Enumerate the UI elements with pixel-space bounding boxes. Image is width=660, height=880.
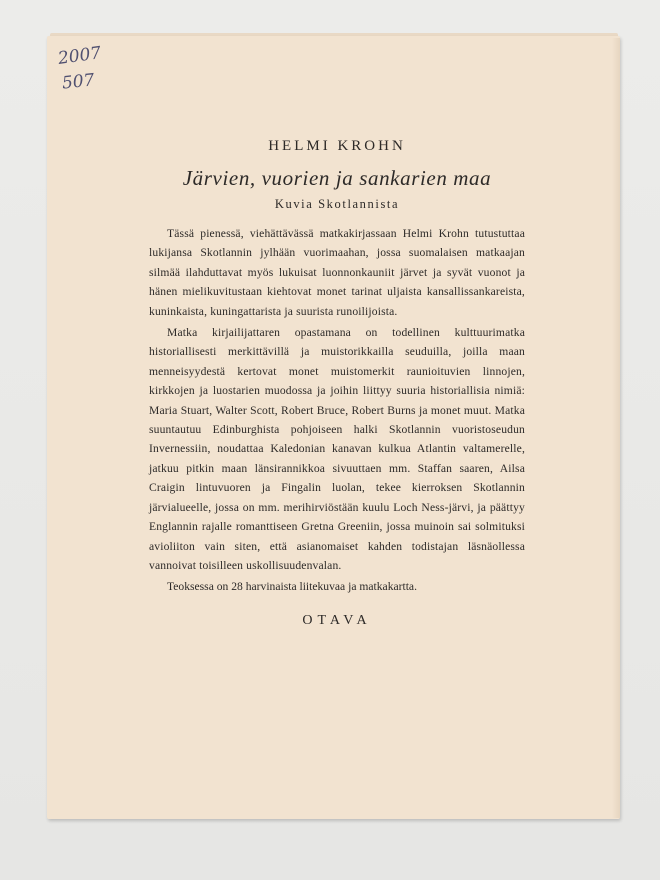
description-paragraph-2: Matka kirjailijattaren opastamana on todellinen kulttuurimatka historiallisesti merkittävillä ja muistorikkailla seuduilla, joilla maan menneisyydestä kertovat monet muistomerkit raunioituvien linnojen, kirkkojen ja luostarien muodossa ja joihin liittyy suuria historiallisia nimiä: Maria Stuart, Walter Scott, Robert Bruce, Robert Burns ja monet muut. Matka suuntautuu Edinburghista pohjoiseen halki Skotlannin vuoristoseudun Invernessiin, noudattaa Kaledonian kanavan kulkua Atlantin valtamerelle, jatkuu pitkin maan länsirannikkoa sivuuttaen mm. Staffan saaren, Ailsa Craigin lintuvuoren ja Fingalin luolan, tekee kierroksen Skotlannin järvialueelle, jossa on mm. merihirviöstään kuulu Loch Ness-järvi, ja päättyy Englannin rajalle romanttiseen Gretna Greeniin, jossa muinoin sai solmituksi avioliiton vain siten, että asianomaiset kahden todistajan läsnäollessa vannoivat toisilleen uskollisuudenvalan. <box>149 326 525 572</box>
illustrations-note: Teoksessa on 28 harvinaista liitekuvaa ja matkakartta. <box>167 580 417 594</box>
author-name: HELMI KROHN <box>268 138 406 154</box>
publisher-name: OTAVA <box>302 612 372 628</box>
description-paragraph-1: Tässä pienessä, viehättävässä matkakirjassaan Helmi Krohn tutustuttaa lukijansa Skotlannin jylhään vuorimaahan, jossa suomalaisen matkaajan silmää ilahduttavat myös lukuisat luonnonkauniit järvet ja syvät vuonot ja hänen mielikuvitustaan kiehtovat monet tarinat uljaista kansallissankareista, kuninkaista, kuningattarista ja suurista runoilijoista. <box>149 227 525 318</box>
book-title: Järvien, vuorien ja sankarien maa <box>182 166 492 190</box>
book-side-edge <box>612 38 620 818</box>
cover-text <box>149 138 525 629</box>
handwritten-mark-2: 507 <box>61 70 96 94</box>
handwritten-mark-1: 2007 <box>56 43 103 69</box>
book-subtitle: Kuvia Skotlannista <box>274 197 400 211</box>
